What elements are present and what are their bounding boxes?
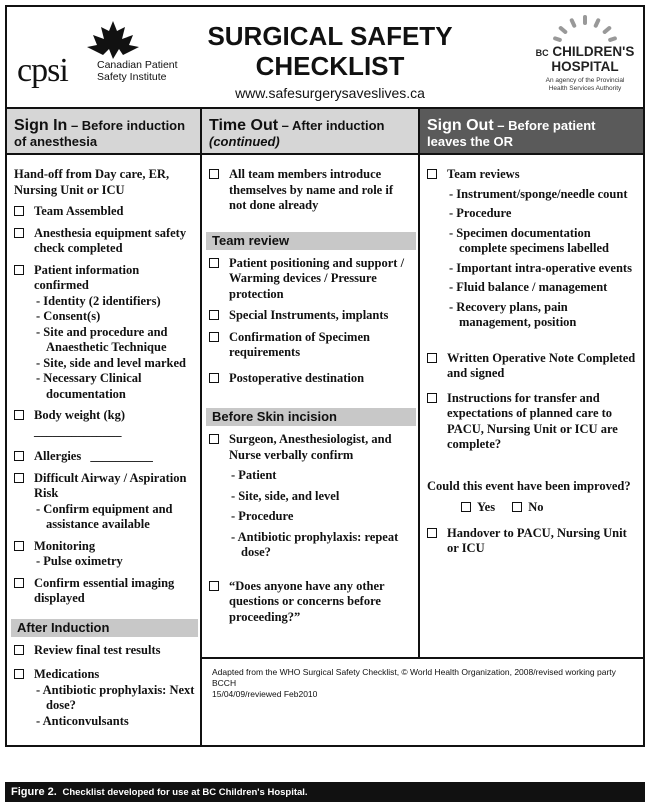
op-note-item[interactable]: Written Operative Note Completed and signed bbox=[427, 351, 638, 382]
anesthesia-check-item[interactable]: Anesthesia equipment safety check completed bbox=[14, 226, 195, 257]
time-out-heading: Time Out – After induction (continued) bbox=[202, 109, 418, 155]
checklist-header bbox=[7, 7, 643, 107]
list-item: - Necessary Clinical documentation bbox=[36, 371, 142, 401]
checkbox[interactable] bbox=[14, 578, 24, 588]
list-item: - Procedure bbox=[231, 509, 294, 523]
cpsi-name: Canadian Patient Safety Institute bbox=[97, 59, 178, 83]
checkbox[interactable] bbox=[14, 265, 24, 275]
page-title: SURGICAL SAFETY CHECKLIST bbox=[207, 21, 453, 81]
checkbox[interactable] bbox=[14, 669, 24, 679]
checkbox[interactable] bbox=[209, 434, 219, 444]
improved-question: Could this event have been improved? bbox=[427, 478, 631, 493]
monitoring-item[interactable]: Monitoring - Pulse oximetry bbox=[14, 539, 195, 570]
website-url: www.safesurgerysaveslives.ca bbox=[235, 85, 425, 101]
bcch-logo bbox=[535, 13, 635, 103]
handover-item[interactable]: Handover to PACU, Nursing Unit or ICU bbox=[427, 526, 638, 557]
list-item: - Patient bbox=[231, 468, 277, 482]
list-item: - Antibiotic prophylaxis: Next dose? bbox=[36, 682, 195, 712]
bcch-tagline: An agency of the Provincial Health Services Authority bbox=[545, 77, 625, 92]
checkbox[interactable] bbox=[209, 581, 219, 591]
list-item: - Anticonvulsants bbox=[36, 713, 129, 728]
sign-out-heading: Sign Out – Before patient leaves the OR bbox=[420, 109, 643, 155]
instruments-item[interactable]: Special Instruments, implants bbox=[209, 308, 413, 324]
patient-info-item[interactable]: Patient information confirmed - Identity (2 identifiers) - Consent(s) - Site and procedure and Anaesthetic Technique - Site, side and level marked - Necessary Clinical documentation bbox=[14, 263, 195, 403]
before-skin-header: Before Skin incision bbox=[206, 408, 416, 426]
checkbox[interactable] bbox=[209, 332, 219, 342]
list-item: - Site, side and level marked bbox=[36, 355, 186, 370]
specimen-req-item[interactable]: Confirmation of Specimen requirements bbox=[209, 330, 413, 361]
checklist-frame bbox=[5, 5, 645, 747]
sign-out-column bbox=[420, 109, 643, 657]
checkbox[interactable] bbox=[14, 473, 24, 483]
checkbox[interactable] bbox=[14, 410, 24, 420]
list-item: - Procedure bbox=[449, 206, 512, 220]
positioning-item[interactable]: Patient positioning and support / Warming devices / Pressure protection bbox=[209, 256, 413, 303]
sign-in-heading: Sign In – Before induction of anesthesia bbox=[7, 109, 200, 155]
body-weight-blank[interactable]: ______________ bbox=[34, 423, 122, 438]
list-item: - Instrument/sponge/needle count bbox=[449, 186, 628, 201]
checkbox[interactable] bbox=[461, 502, 471, 512]
checkbox[interactable] bbox=[427, 169, 437, 179]
yes-no-group bbox=[427, 500, 638, 516]
team-review-header: Team review bbox=[206, 232, 416, 250]
list-item: - Site and procedure and Anaesthetic Technique bbox=[36, 324, 168, 354]
time-out-body bbox=[202, 167, 418, 625]
checkbox[interactable] bbox=[14, 451, 24, 461]
cpsi-logo bbox=[13, 21, 193, 91]
checkbox[interactable] bbox=[209, 258, 219, 268]
yes-option[interactable]: Yes bbox=[461, 500, 495, 516]
medications-item[interactable]: Medications - Antibiotic prophylaxis: Next dose? - Anticonvulsants bbox=[14, 667, 195, 729]
sign-in-body bbox=[7, 167, 200, 729]
list-item: - Pulse oximetry bbox=[36, 554, 123, 568]
list-item: - Confirm equipment and assistance available bbox=[36, 501, 173, 531]
team-assembled-item[interactable]: Team Assembled bbox=[14, 204, 195, 220]
checkbox[interactable] bbox=[427, 393, 437, 403]
questions-item[interactable]: “Does anyone have any other questions or concerns before proceeding?” bbox=[209, 579, 413, 626]
body-weight-item[interactable]: Body weight (kg) ______________ bbox=[14, 408, 195, 439]
after-induction-header: After Induction bbox=[11, 619, 198, 637]
checkbox[interactable] bbox=[209, 169, 219, 179]
review-tests-item[interactable]: Review final test results bbox=[14, 643, 195, 659]
handoff-text: Hand-off from Day care, ER, Nursing Unit or ICU bbox=[14, 167, 170, 197]
time-out-column bbox=[202, 109, 420, 657]
team-reviews-item[interactable]: Team reviews - Instrument/sponge/needle count - Procedure - Specimen documentation complete specimens labelled - Important intra-operative events - Fluid balance / management - Recovery plans, pain management, position bbox=[427, 167, 638, 331]
checkbox[interactable] bbox=[14, 206, 24, 216]
imaging-item[interactable]: Confirm essential imaging displayed bbox=[14, 576, 195, 607]
adapted-note: Adapted from the WHO Surgical Safety Checklist, © World Health Organization, 2008/revised working party BCCH 15/04/09/reviewed Feb2010 bbox=[202, 657, 643, 745]
list-item: - Consent(s) bbox=[36, 309, 101, 323]
list-item: - Antibiotic prophylaxis: repeat dose? bbox=[231, 529, 399, 559]
introduce-item[interactable]: All team members introduce themselves by name and role if not done already bbox=[209, 167, 413, 214]
sign-in-column bbox=[7, 109, 202, 745]
maple-leaf-icon bbox=[83, 19, 143, 61]
transfer-item[interactable]: Instructions for transfer and expectations of planned care to PACU, Nursing Unit or ICU are complete? bbox=[427, 391, 638, 453]
bcch-name: BC CHILDREN'S HOSPITAL bbox=[535, 44, 635, 74]
checkbox[interactable] bbox=[209, 310, 219, 320]
figure-caption: Figure 2. Checklist developed for use at BC Children's Hospital. bbox=[5, 782, 645, 802]
sign-out-body bbox=[420, 167, 643, 557]
allergies-blank[interactable]: __________ bbox=[90, 449, 153, 463]
list-item: - Specimen documentation complete specimens labelled bbox=[449, 225, 609, 255]
list-item: - Recovery plans, pain management, position bbox=[449, 299, 577, 329]
sun-rays-icon bbox=[535, 13, 635, 47]
checkbox[interactable] bbox=[427, 353, 437, 363]
checkbox[interactable] bbox=[512, 502, 522, 512]
list-item: - Fluid balance / management bbox=[449, 280, 608, 294]
checkbox[interactable] bbox=[14, 228, 24, 238]
checkbox[interactable] bbox=[14, 645, 24, 655]
list-item: - Site, side, and level bbox=[231, 488, 340, 503]
cpsi-wordmark: cpsi bbox=[17, 52, 68, 89]
confirm-verbal-item[interactable]: Surgeon, Anesthesiologist, and Nurse verbally confirm - Patient - Site, side, and level - Procedure - Antibiotic prophylaxis: repeat dose? bbox=[209, 432, 413, 561]
checkbox[interactable] bbox=[14, 541, 24, 551]
airway-item[interactable]: Difficult Airway / Aspiration Risk - Confirm equipment and assistance available bbox=[14, 471, 195, 533]
allergies-item[interactable]: Allergies __________ bbox=[14, 449, 195, 465]
checkbox[interactable] bbox=[427, 528, 437, 538]
list-item: - Identity (2 identifiers) bbox=[36, 293, 161, 308]
list-item: - Important intra-operative events bbox=[449, 260, 632, 275]
postop-dest-item[interactable]: Postoperative destination bbox=[209, 371, 413, 387]
checkbox[interactable] bbox=[209, 373, 219, 383]
no-option[interactable]: No bbox=[512, 500, 543, 516]
